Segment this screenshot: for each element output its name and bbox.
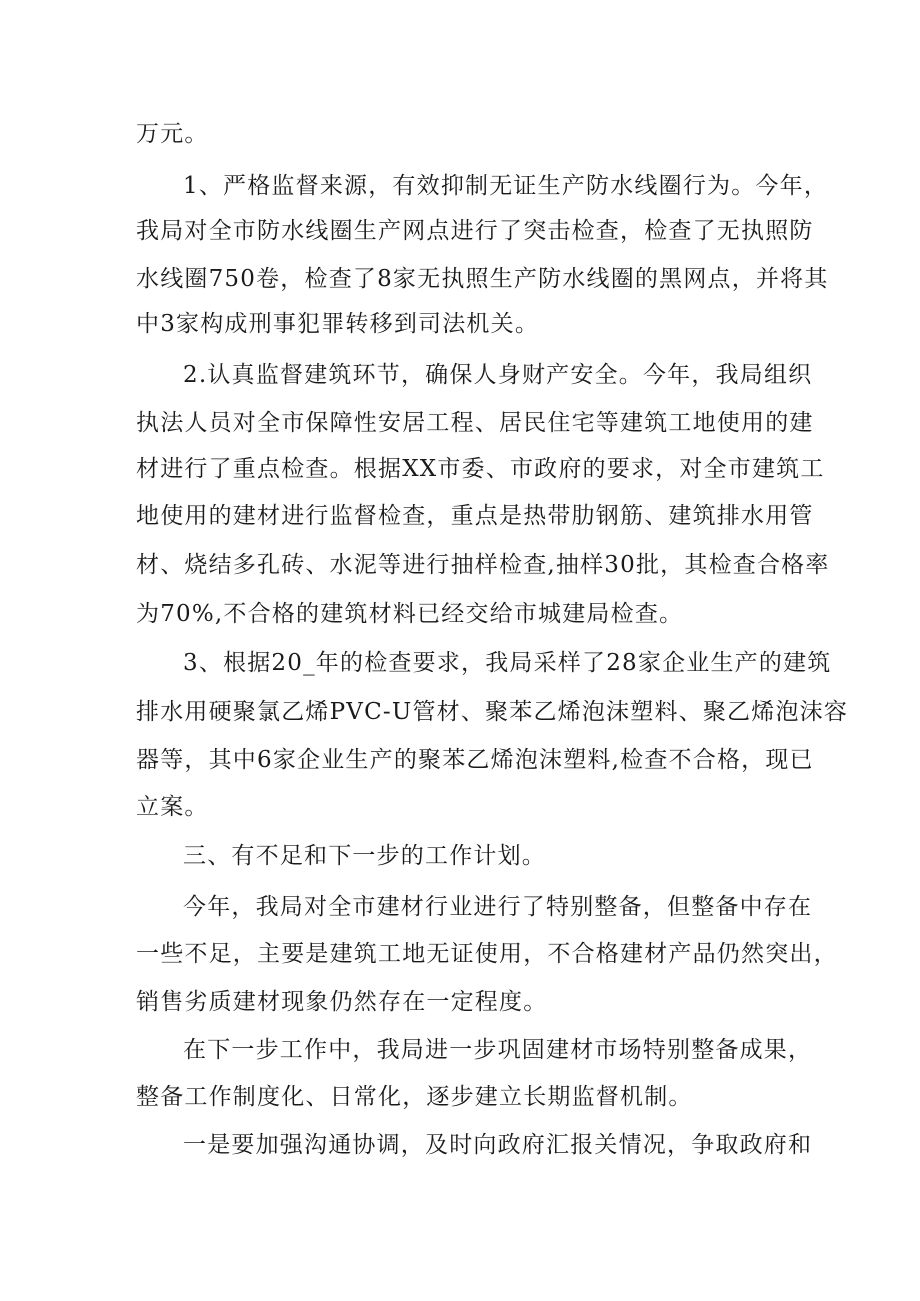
paragraph-line: 水线圈750卷，检查了8家无执照生产防水线圈的黑网点，并将其	[136, 266, 829, 292]
paragraph-line: 万元。	[136, 121, 209, 147]
paragraph-line: 一是要加强沟通协调，及时向政府汇报关情况，争取政府和	[183, 1132, 813, 1158]
paragraph-line: 整备工作制度化、日常化，逐步建立长期监督机制。	[136, 1084, 693, 1110]
paragraph-line: 1、严格监督来源，有效抑制无证生产防水线圈行为。今年，	[183, 173, 829, 199]
paragraph-line: 中3家构成刑事犯罪转移到司法机关。	[136, 311, 540, 337]
paragraph-line: 地使用的建材进行监督检查，重点是热带肋钢筋、建筑排水用管	[136, 503, 814, 529]
paragraph-line: 材、烧结多孔砖、水泥等进行抽样检查,抽样30批，其检查合格率	[136, 552, 830, 578]
paragraph-line: 为70%,不合格的建筑材料已经交给市城建局检查。	[136, 601, 684, 627]
paragraph-line: 一些不足，主要是建筑工地无证使用，不合格建材产品仍然突出，	[136, 941, 838, 967]
paragraph-line: 在下一步工作中，我局进一步巩固建材市场特别整备成果，	[183, 1037, 813, 1063]
paragraph-line: 销售劣质建材现象仍然存在一定程度。	[136, 989, 548, 1015]
paragraph-line: 3、根据20_年的检查要求，我局采样了28家企业生产的建筑	[183, 650, 832, 676]
paragraph-line: 2.认真监督建筑环节，确保人身财产安全。今年，我局组织	[183, 362, 813, 388]
paragraph-line: 立案。	[136, 794, 209, 820]
paragraph-line: 器等，其中6家企业生产的聚苯乙烯泡沫塑料,检查不合格，现已	[136, 747, 814, 773]
paragraph-line: 执法人员对全市保障性安居工程、居民住宅等建筑工地使用的建	[136, 410, 814, 436]
paragraph-line: 排水用硬聚氯乙烯PVC-U管材、聚苯乙烯泡沫塑料、聚乙烯泡沫容	[136, 699, 849, 725]
paragraph-line: 我局对全市防水线圈生产网点进行了突击检查，检查了无执照防	[136, 218, 814, 244]
paragraph-line: 材进行了重点检查。根据XX市委、市政府的要求，对全市建筑工	[136, 456, 825, 482]
paragraph-line: 今年，我局对全市建材行业进行了特别整备，但整备中存在	[183, 894, 813, 920]
section-heading: 三、有不足和下一步的工作计划。	[183, 843, 546, 869]
